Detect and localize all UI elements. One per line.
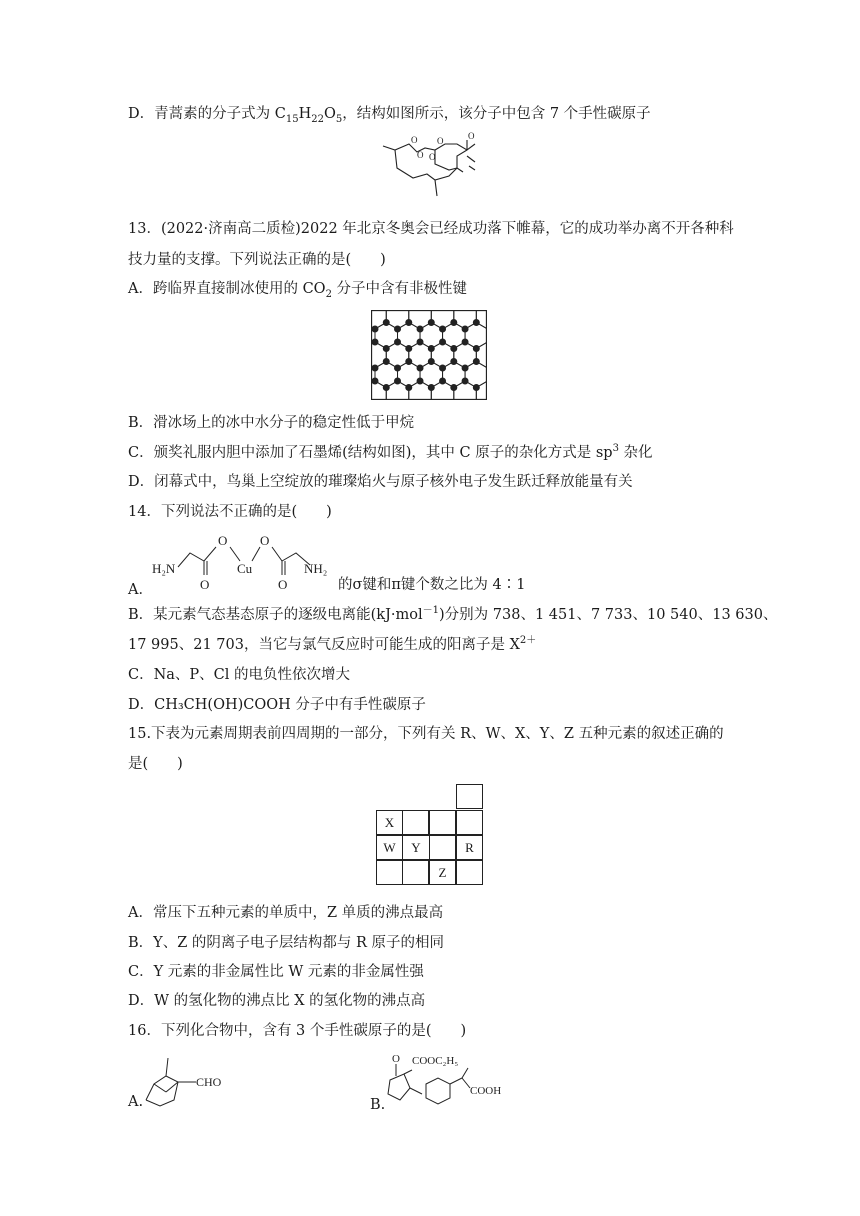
graphene-atom [406,385,412,391]
graphene-atom [451,385,457,391]
graphene-atom [428,346,434,352]
camphor-like-structure [140,1052,240,1112]
graphene-atom [417,339,423,345]
h2n-label: H₂N [152,561,176,576]
graphene-atom [428,385,434,391]
pt-cell-top [456,784,483,809]
graphene-atom [462,365,468,371]
q15-stem-line1: 15.下表为元素周期表前四周期的一部分，下列有关 R、W、X、Y、Z 五种元素的叙述正确的 [128,726,724,742]
graphene-atom [428,320,434,326]
graphene-atom [395,378,401,384]
pt-cell-w: W [376,835,403,860]
q14-option-a-label: A． [128,582,153,598]
q16-option-b-label: B. [370,1097,386,1113]
pt-cell-z: Z [429,860,456,885]
graphene-atom [383,359,389,365]
graphene-atom [406,359,412,365]
graphene-atom [462,378,468,384]
artemisinin-structure [375,130,500,200]
cho-label: CHO [196,1075,222,1089]
q13-opta-sub: 2 [325,288,332,300]
graphene-atom [473,385,479,391]
q13-stem-line2: 技力量的支撑。下列说法正确的是( ) [128,252,386,268]
svg-text:O: O [411,135,418,145]
q14-option-c: C．Na、P、Cl 的电负性依次增大 [128,667,351,683]
ester-acid-structure [384,1054,514,1114]
graphene-atom [372,378,378,384]
ketone-o-label: O [392,1054,400,1065]
q15-option-d: D．W 的氢化物的沸点比 X 的氢化物的沸点高 [128,993,426,1009]
q12-mid2: O [323,106,336,122]
graphene-structure [371,310,487,400]
q16-stem: 16．下列化合物中，含有 3 个手性碳原子的是( ) [128,1023,467,1039]
graphene-atom [395,326,401,332]
cooc2h5-label: COOC₂H₅ [412,1055,459,1067]
pt-cell [456,860,483,885]
q14-option-b-line2 [128,635,536,655]
graphene-atom [383,385,389,391]
q13-opta-tail: 分子中含有非极性键 [331,281,468,297]
cooh-label: COOH [470,1085,502,1097]
graphene-atom [440,365,446,371]
q13-optc-tail: 杂化 [618,445,653,461]
o-label-3: O [200,577,210,592]
graphene-atom [451,320,457,326]
q16-option-a-label: A. [128,1094,144,1110]
graphene-atom [451,359,457,365]
q12-sub1: 15 [285,113,299,125]
q14-optb1-sup: －1 [422,605,440,617]
q14-stem: 14．下列说法不正确的是( ) [128,504,332,520]
q15-stem-line2: 是( ) [128,756,183,772]
o-label-1: O [218,533,228,548]
pt-cell [376,860,403,885]
graphene-atom [440,378,446,384]
graphene-atom [395,365,401,371]
pt-cell [429,835,456,860]
graphene-atom [428,359,434,365]
q13-option-b: B．滑冰场上的冰中水分子的稳定性低于甲烷 [128,415,415,431]
q14-optb1: B．某元素气态基态原子的逐级电离能(kJ·mol [128,607,423,623]
pt-cell-r: R [456,835,483,860]
q14-option-d: D．CH₃CH(OH)COOH 分子中有手性碳原子 [128,697,426,713]
q13-opta-pre: A．跨临界直接制冰使用的 CO [128,281,326,297]
graphene-atom [440,339,446,345]
q12-optd-text: D．青蒿素的分子式为 C [128,106,286,122]
svg-text:O: O [417,150,424,160]
graphene-atom [383,320,389,326]
q14-optb2: 17 995、21 703，当它与氯气反应时可能生成的阳离子是 X [128,637,520,653]
pt-cell [456,810,483,835]
pt-cell [429,810,456,835]
q12-option-d [128,104,651,124]
q15-option-c: C．Y 元素的非金属性比 W 元素的非金属性强 [128,964,424,980]
q13-stem-line1: 13．(2022·济南高二质检)2022 年北京冬奥会已经成功落下帷幕，它的成功举办离不开各种科 [128,221,734,237]
graphene-atom [473,346,479,352]
svg-text:O: O [468,131,475,141]
pt-cell-y: Y [402,835,429,860]
q13-option-d: D．闭幕式中，鸟巢上空绽放的璀璨焰火与原子核外电子发生跃迁释放能量有关 [128,474,633,490]
q13-option-c [128,443,653,463]
cu-glycinate-structure [150,531,336,593]
q15-option-b: B．Y、Z 的阴离子电子层结构都与 R 原子的相同 [128,935,445,951]
q15-option-a: A．常压下五种元素的单质中，Z 单质的沸点最高 [128,905,444,921]
q13-optc-pre: C．颁奖礼服内胆中添加了石墨烯(结构如图)，其中 C 原子的杂化方式是 sp [128,445,613,461]
svg-text:O: O [429,152,436,162]
nh2-label: NH₂ [304,561,328,576]
pt-cell [402,860,429,885]
q13-option-a [128,279,467,299]
graphene-atom [473,320,479,326]
q14-option-b-line1 [128,605,777,625]
graphene-atom [395,339,401,345]
q12-mid1: H [298,106,312,122]
graphene-atom [406,346,412,352]
graphene-atom [417,378,423,384]
graphene-atom [462,326,468,332]
graphene-atom [372,365,378,371]
graphene-atom [383,346,389,352]
o-label-2: O [260,533,270,548]
graphene-atom [440,326,446,332]
q12-sub2: 22 [311,113,324,125]
q14-optb2-sup: 2＋ [519,635,537,647]
pt-cell-x: X [376,810,403,835]
q12-sub3: 5 [335,113,343,125]
q12-optd-tail: ，结构如图所示，该分子中包含 7 个手性碳原子 [342,106,651,122]
graphene-atom [417,326,423,332]
graphene-atom [462,339,468,345]
graphene-atom [406,320,412,326]
cu-label: Cu [237,561,253,576]
o-label-4: O [278,577,288,592]
q13-optc-sup: 3 [612,443,619,455]
graphene-atom [473,359,479,365]
svg-text:O: O [437,136,444,146]
q14-option-a-tail: 的σ键和π键个数之比为 4∶1 [338,577,526,593]
graphene-atom [372,326,378,332]
graphene-atom [417,365,423,371]
graphene-atom [451,346,457,352]
q14-optb1-tail: )分别为 738、1 451、7 733、10 540、13 630、 [439,607,778,623]
pt-cell [402,810,429,835]
graphene-atom [372,339,378,345]
